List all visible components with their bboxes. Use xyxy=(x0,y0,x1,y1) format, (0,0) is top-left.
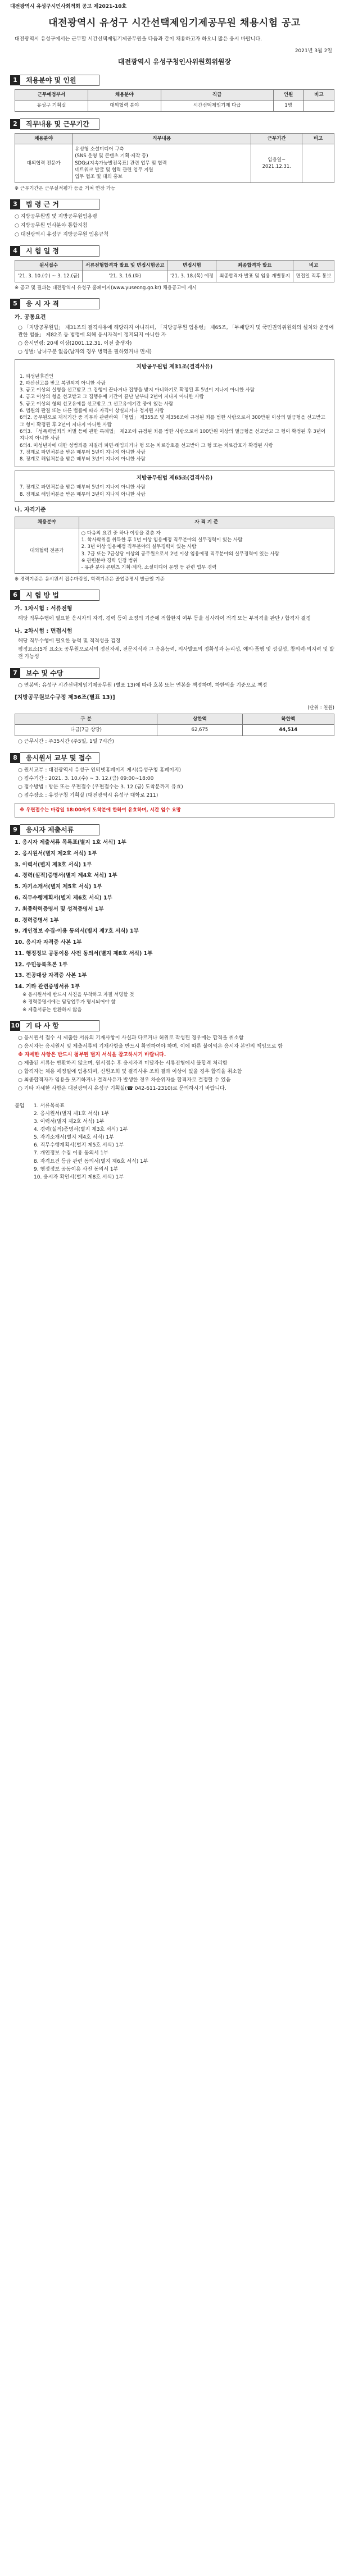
box-item: 3. 금고 이상의 실형을 선고받고 그 집행이 끝나거나 집행을 받지 아니하기로 확정된 후 5년이 지나지 아니한 사람 xyxy=(20,387,255,394)
table-header: 근무예정부서 xyxy=(15,90,88,101)
document-item: 10. 응시자 자격증 사본 1부 xyxy=(15,939,82,946)
duty-line: 업무 협조 및 대외 홍보 xyxy=(75,174,123,180)
table-cell: '21. 3. 16.(화) xyxy=(83,271,167,282)
salary-table-wrap xyxy=(15,714,334,736)
section-number: 6 xyxy=(10,590,20,600)
document-item: 2. 응시원서(별지 제2호 서식) 1부 xyxy=(15,850,97,857)
application-item: ○ 접수장소 : 유성구청 기획실 (대전광역시 유성구 대학로 211) xyxy=(18,792,158,798)
table-row xyxy=(15,271,334,282)
recruitment-table-wrap xyxy=(15,89,334,112)
box-item: 7. 징계로 파면처분을 받은 때부터 5년이 지나지 아니한 사람 xyxy=(20,485,146,491)
section-number: 2 xyxy=(10,119,20,129)
criteria-line: 2. 3년 이상 임용예정 직무분야의 실무경력이 있는 사람 xyxy=(81,544,197,550)
section-2-header xyxy=(10,118,339,130)
section-number: 7 xyxy=(10,668,20,678)
qualification-table xyxy=(15,517,334,573)
section-number: 9 xyxy=(10,825,20,835)
document-note: ※ 제출서류는 반환하지 않음 xyxy=(22,1007,82,1013)
annex-item: 10. 응시자 확인서(별지 제8호 서식) 1부 xyxy=(34,1174,124,1180)
annex-item: 6. 직무수행계획서(별지 제5호 서식) 1부 xyxy=(34,1143,124,1149)
section-10-header xyxy=(10,1020,339,1031)
box-item: 5. 금고 이상의 형의 선고유예를 선고받고 그 선고유예기간 중에 있는 사람 xyxy=(20,401,174,407)
table-cell: 면접일 직후 통보 xyxy=(293,271,334,282)
box-item: 6의2. 공무원으로 재직기간 중 직무와 관련하여 「형법」 제355조 및 제356조에 규정된 죄를 범한 사람으로서 300만원 이상의 벌금형을 선고받고 그 형이 확정된 후 2년이 지나지 아니한 사람 xyxy=(20,415,325,428)
misc-warning: ※ 자세한 사항은 반드시 첨부된 별지 서식을 참고하시기 바랍니다. xyxy=(18,1052,166,1058)
section-5-header xyxy=(10,298,339,309)
document-item: 14. 기타 관련증빙서류 1부 xyxy=(15,984,80,990)
section-title: 직무내용 및 근무기간 xyxy=(20,118,99,130)
annex-label: 붙임 xyxy=(15,1103,25,1109)
table-header: 비고 xyxy=(303,90,334,101)
application-item: ○ 접수방법 : 방문 또는 우편접수 (우편접수는 3. 12.(금) 도착분까지 유효) xyxy=(18,784,183,790)
legal-item: ○ 대전광역시 유성구 지방공무원 임용규칙 xyxy=(15,232,109,238)
section-4-header xyxy=(10,245,339,257)
section-number: 8 xyxy=(10,753,20,763)
annex-item: 9. 행정정보 공동이용 사전 동의서 1부 xyxy=(34,1166,119,1172)
table-header: 비고 xyxy=(302,133,334,144)
table-footnote: ※ 경력기준은 응시원서 접수마감일, 학력기준은 졸업증명서 발급일 기준 xyxy=(15,576,165,582)
section-title: 보수 및 수당 xyxy=(20,668,99,679)
table-header: 최종합격자 발표 xyxy=(216,261,293,271)
intro-text: 대전광역시 유성구에서는 근무할 시간선택제임기제공무원을 다음과 같이 채용하고자 하오니 많은 응시 바랍니다. xyxy=(15,36,262,42)
qualification-table-wrap xyxy=(15,517,334,573)
table-cell xyxy=(303,101,334,111)
document-item: 13. 전공대상 자격증 사본 1부 xyxy=(15,972,87,979)
table-header: 자 격 기 준 xyxy=(79,517,334,528)
table-header: 상한액 xyxy=(157,714,242,725)
section-number: 5 xyxy=(10,299,20,309)
application-note: ※ 우편접수는 마감일 18:00까지 도착분에 한하여 유효하며, 시간 엄수 요망 xyxy=(15,803,334,817)
document-item: 11. 행정정보 공동이용 사전 동의서(별지 제8호 서식) 1부 xyxy=(15,950,153,957)
table-cell: 44,514 xyxy=(242,725,334,736)
document-item: 9. 개인정보 수집·이용 동의서(별지 제7호 서식) 1부 xyxy=(15,928,139,935)
table-cell: 대외협력 전문가 xyxy=(15,144,72,183)
table-unit: (단위 : 천원) xyxy=(307,705,334,711)
subsection-title: 가. 공통요건 xyxy=(15,314,46,321)
document-item: 4. 경력(실적)증명서(별지 제4호 서식) 1부 xyxy=(15,873,117,879)
exam-text: 해당 직무수행에 필요한 응시자의 자격, 경력 등이 소정의 기준에 적합한지 여부 등을 심사하여 적격 또는 부적격을 판단 / 합격자 결정 xyxy=(18,616,311,622)
document-item: 8. 경력증명서 1부 xyxy=(15,917,59,924)
table-cell: 최종합격자 발표 및 임용 개별통지 xyxy=(216,271,293,282)
section-number: 10 xyxy=(10,1021,20,1031)
title-box xyxy=(10,16,339,30)
subsection-title: 나. 2차시험 : 면접시험 xyxy=(15,628,72,634)
box-title: 지방공무원법 제65조(결격사유) xyxy=(136,474,213,481)
legal-item: ○ 지방공무원 인사분야 통합지침 xyxy=(15,223,88,229)
exam-text: 해당 직무수행에 필요한 능력 및 적격성을 검정 xyxy=(18,638,121,645)
schedule-table xyxy=(15,260,334,282)
box-item: 2. 파산선고를 받고 복권되지 아니한 사람 xyxy=(20,380,106,386)
criteria-line: ○ 다음의 요건 중 하나 이상을 갖춘 자 xyxy=(81,530,161,536)
table-cell: 시간선택제임기제 다급 xyxy=(161,101,273,111)
requirement-item: ○ 응시연령: 20세 이상(2001.12.31. 이전 출생자) xyxy=(18,340,132,346)
section-6-header xyxy=(10,590,339,601)
salary-text: ○ 연봉액: 유성구 시간선택제임기제공무원 (별표 13)에 따라 호봉 또는 연봉을 책정하며, 하한액을 기준으로 책정 xyxy=(18,683,268,689)
duty-line: (SNS 운영 및 콘텐츠 기획·제작 등) xyxy=(75,153,148,159)
section-title: 응시원서 교부 및 접수 xyxy=(20,752,99,764)
table-caption: [지방공무원보수규정 제36조(별표 13)] xyxy=(15,695,115,701)
misc-item: ○ 제출된 서류는 반환하지 않으며, 원서접수 후 응시자격 미달자는 서류전형에서 불합격 처리함 xyxy=(18,1060,228,1066)
criteria-cell xyxy=(79,528,334,573)
document-item: 7. 최종학력증명서 및 성적증명서 1부 xyxy=(15,906,104,912)
table-cell: 다급(7급 상당) xyxy=(15,725,157,736)
table-footnote: ※ 근무기간은 근무실적평가 등을 거쳐 연장 가능 xyxy=(15,185,116,191)
table-header: 채용분야 xyxy=(15,133,72,144)
duty-line: 네트워크 발굴 및 협력 관련 업무 지원 xyxy=(75,167,153,173)
misc-item: ○ 응시자는 응시원서 및 제출서류의 기재사항을 반드시 확인하여야 하며, 이에 따른 불이익은 응시자 본인의 책임으로 함 xyxy=(18,1043,283,1049)
section-number: 1 xyxy=(10,75,20,85)
criteria-line: ※ 관련분야 경력 인정 범위 xyxy=(81,558,138,564)
section-1-header xyxy=(10,75,339,86)
table-header: 구 분 xyxy=(15,714,157,725)
annex-item: 7. 개인정보 수집 이용 동의서 1부 xyxy=(34,1150,108,1157)
annex-item: 8. 자격요건 등급 관련 동의서(별지 제6호 서식) 1부 xyxy=(34,1158,148,1164)
box-item: 8. 징계로 해임처분을 받은 때부터 3년이 지나지 아니한 사람 xyxy=(20,456,146,463)
table-cell: 유성구 기획실 xyxy=(15,101,88,111)
misc-item: ○ 최종합격자가 임용을 포기하거나 결격사유가 발생한 경우 차순위자를 합격자로 결정할 수 있음 xyxy=(18,1077,231,1084)
table-header: 면접시험 xyxy=(167,261,216,271)
annex-list xyxy=(34,1103,148,1181)
schedule-table-wrap xyxy=(15,260,334,282)
table-header: 원서접수 xyxy=(15,261,83,271)
duty-line: 유성형 소셜미디어 구축 xyxy=(75,147,124,153)
section-9-header xyxy=(10,824,339,835)
section-title: 채용분야 및 인원 xyxy=(20,75,99,86)
table-cell: '21. 3. 10.(수) ~ 3. 12.(금) xyxy=(15,271,83,282)
recruitment-table xyxy=(15,89,334,112)
exam-text: 평정요소(5개 요소): 공무원으로서의 정신자세, 전문지식과 그 응용능력, 의사발표의 정확성과 논리성, 예의·품행 및 성실성, 창의력·의지력 및 발전 가능성 xyxy=(18,647,334,660)
section-title: 기 타 사 항 xyxy=(20,1020,99,1031)
duties-cell xyxy=(72,144,251,183)
requirement-item: ○ 「지방공무원법」 제31조의 결격사유에 해당하지 아니하며, 「지방공무원 임용령」 제65조, 「부패방지 및 국민권익위원회의 설치와 운영에 관한 법률」 제82조 등 법령에 의해 응시자격이 정지되지 아니한 자 xyxy=(18,325,334,338)
table-row xyxy=(15,528,334,573)
table-header: 비고 xyxy=(293,261,334,271)
document-item: 3. 이력서(별지 제3호 서식) 1부 xyxy=(15,861,92,868)
table-header: 하한액 xyxy=(242,714,334,725)
section-7-header xyxy=(10,668,339,679)
table-row xyxy=(15,101,334,111)
criteria-line: - 유관 분야 콘텐츠 기획·제작, 소셜미디어 운영 등 관련 업무 경력 xyxy=(81,565,217,571)
misc-item: ○ 합격자는 채용 예정일에 임용되며, 신원조회 및 결격사유 조회 결과 이상이 있을 경우 합격을 취소함 xyxy=(18,1069,242,1075)
table-header: 채용분야 xyxy=(88,90,161,101)
box-item: 6의4. 미성년자에 대한 성범죄를 저질러 파면·해임되거나 형 또는 치료감호를 선고받아 그 형 또는 치료감호가 확정된 사람 xyxy=(20,442,273,449)
duties-table-wrap xyxy=(15,133,334,183)
legal-item: ○ 지방공무원법 및 지방공무원임용령 xyxy=(15,213,97,220)
box-item: 1. 피성년후견인 xyxy=(20,373,54,380)
table-cell: 대외협력 분야 xyxy=(88,101,161,111)
application-item: ○ 원서교부 : 대전광역시 유성구 인터넷홈페이지 게시(유성구청 홈페이지) xyxy=(18,767,182,773)
table-header: 직급 xyxy=(161,90,273,101)
box-item: 7. 징계로 파면처분을 받은 때부터 5년이 지나지 아니한 사람 xyxy=(20,449,146,455)
annex-item: 5. 자기소개서(별지 제4호 서식) 1부 xyxy=(34,1135,114,1141)
document-page xyxy=(0,0,349,1193)
section-8-header xyxy=(10,752,339,764)
annex-item: 1. 서류목록표 xyxy=(34,1103,65,1109)
table-header: 채용분야 xyxy=(15,517,79,528)
document-title: 대전광역시 유성구 시간선택제임기제공무원 채용시험 공고 xyxy=(48,17,301,29)
misc-item: ○ 응시원서 접수 시 제출한 서류의 기재사항이 사실과 다르거나 허위로 작성된 경우에는 합격을 취소함 xyxy=(18,1035,244,1041)
work-hours: ○ 근무시간 : 주35시간 (주5일, 1일 7시간) xyxy=(18,738,114,745)
document-item: 1. 응시자 제출서류 목록표(별지 1호 서식) 1부 xyxy=(15,839,126,846)
section-title: 시 험 방 법 xyxy=(20,590,99,601)
table-header: 직무내용 xyxy=(72,133,251,144)
annex-item: 3. 이력서(별지 제2호 서식) 1부 xyxy=(34,1119,105,1125)
misc-item: ○ 기타 자세한 사항은 대전광역시 유성구 기획실(☎ 042-611-2310)로 문의하시기 바랍니다. xyxy=(18,1086,226,1092)
box-item: 6. 법원의 판결 또는 다른 법률에 따라 자격이 상실되거나 정지된 사람 xyxy=(20,408,164,414)
subsection-title: 가. 1차시험 : 서류전형 xyxy=(15,605,72,612)
section-number: 4 xyxy=(10,246,20,256)
requirement-item: ○ 성별: 남녀구분 없음(남자의 경우 병역을 필하였거나 면제) xyxy=(18,349,152,355)
table-cell: 대외협력 전문가 xyxy=(15,528,79,573)
section-number: 3 xyxy=(10,199,20,209)
disqualification-box-2 xyxy=(15,471,334,502)
table-header: 근무기간 xyxy=(251,133,302,144)
duty-line: SDGs(지속가능발전목표) 관련 업무 및 협력 xyxy=(75,160,167,166)
notice-number: 대전광역시 유성구시민사회적회 공고 제2021-10호 xyxy=(10,4,127,10)
duties-table xyxy=(15,133,334,183)
document-item: 6. 직무수행계획서(별지 제6호 서식) 1부 xyxy=(15,895,112,902)
application-item: ○ 접수기간 : 2021. 3. 10.(수) ~ 3. 12.(금) 09:00~18:00 xyxy=(18,775,154,782)
subsection-title: 나. 자격기준 xyxy=(15,506,46,513)
section-title: 응시자 제출서류 xyxy=(20,824,99,835)
document-note: ※ 경력증명서에는 담당업무가 명시되어야 함 xyxy=(22,999,116,1006)
section-title: 법 령 근 거 xyxy=(20,199,99,210)
table-header: 서류전형합격자 발표 및 면접시험공고 xyxy=(83,261,167,271)
table-cell: 임용일~ 2021.12.31. xyxy=(251,144,302,183)
document-item: 12. 주민등록초본 1부 xyxy=(15,961,68,968)
table-row xyxy=(15,144,334,183)
table-cell: 62,675 xyxy=(157,725,242,736)
criteria-line: 3. 7급 또는 7급상당 이상의 공무원으로서 2년 이상 임용예정 직무분야의 실무경력이 있는 사람 xyxy=(81,551,279,557)
section-title: 시 험 일 정 xyxy=(20,245,99,257)
salary-table xyxy=(15,714,334,736)
box-title: 지방공무원법 제31조(결격사유) xyxy=(136,363,213,370)
table-footnote: ※ 공고 및 결과는 대전광역시 유성구 홈페이지(www.yuseong.go.kr) 채용공고에 게시 xyxy=(15,285,197,291)
annex xyxy=(15,1103,334,1181)
section-title: 응 시 자 격 xyxy=(20,298,99,309)
document-note: ※ 응시원서에 반드시 사진을 부착하고 자필 서명할 것 xyxy=(22,992,134,998)
criteria-line: 1. 학사학위를 취득한 후 1년 이상 임용예정 직무분야의 실무경력이 있는 사람 xyxy=(81,537,243,543)
signer: 대전광역시 유성구청인사위원회위원장 xyxy=(117,57,232,66)
notice-date: 2021년 3월 2일 xyxy=(294,48,332,54)
section-3-header xyxy=(10,199,339,210)
table-header: 인원 xyxy=(273,90,303,101)
annex-item: 2. 응시원서(별지 제1호 서식) 1부 xyxy=(34,1111,110,1117)
box-item: 8. 징계로 해임처분을 받은 때부터 3년이 지나지 아니한 사람 xyxy=(20,491,146,497)
box-item: 6의3. 「성폭력범죄의 처벌 등에 관한 특례법」 제2조에 규정된 죄를 범한 사람으로서 100만원 이상의 벌금형을 선고받고 그 형이 확정된 후 3년이 지나지 아니한 사람 xyxy=(20,429,326,442)
table-cell: 1명 xyxy=(273,101,303,111)
disqualification-box xyxy=(15,359,334,467)
table-cell xyxy=(302,144,334,183)
document-item: 5. 자기소개서(별지 제5호 서식) 1부 xyxy=(15,884,102,890)
box-item: 4. 금고 이상의 형을 선고받고 그 집행유예 기간이 끝난 날부터 2년이 지나지 아니한 사람 xyxy=(20,394,204,400)
table-cell: '21. 3. 18.(목) 예정 xyxy=(167,271,216,282)
annex-item: 4. 경력(실적)증명서(별지 제3호 서식) 1부 xyxy=(34,1127,128,1133)
table-row xyxy=(15,725,334,736)
